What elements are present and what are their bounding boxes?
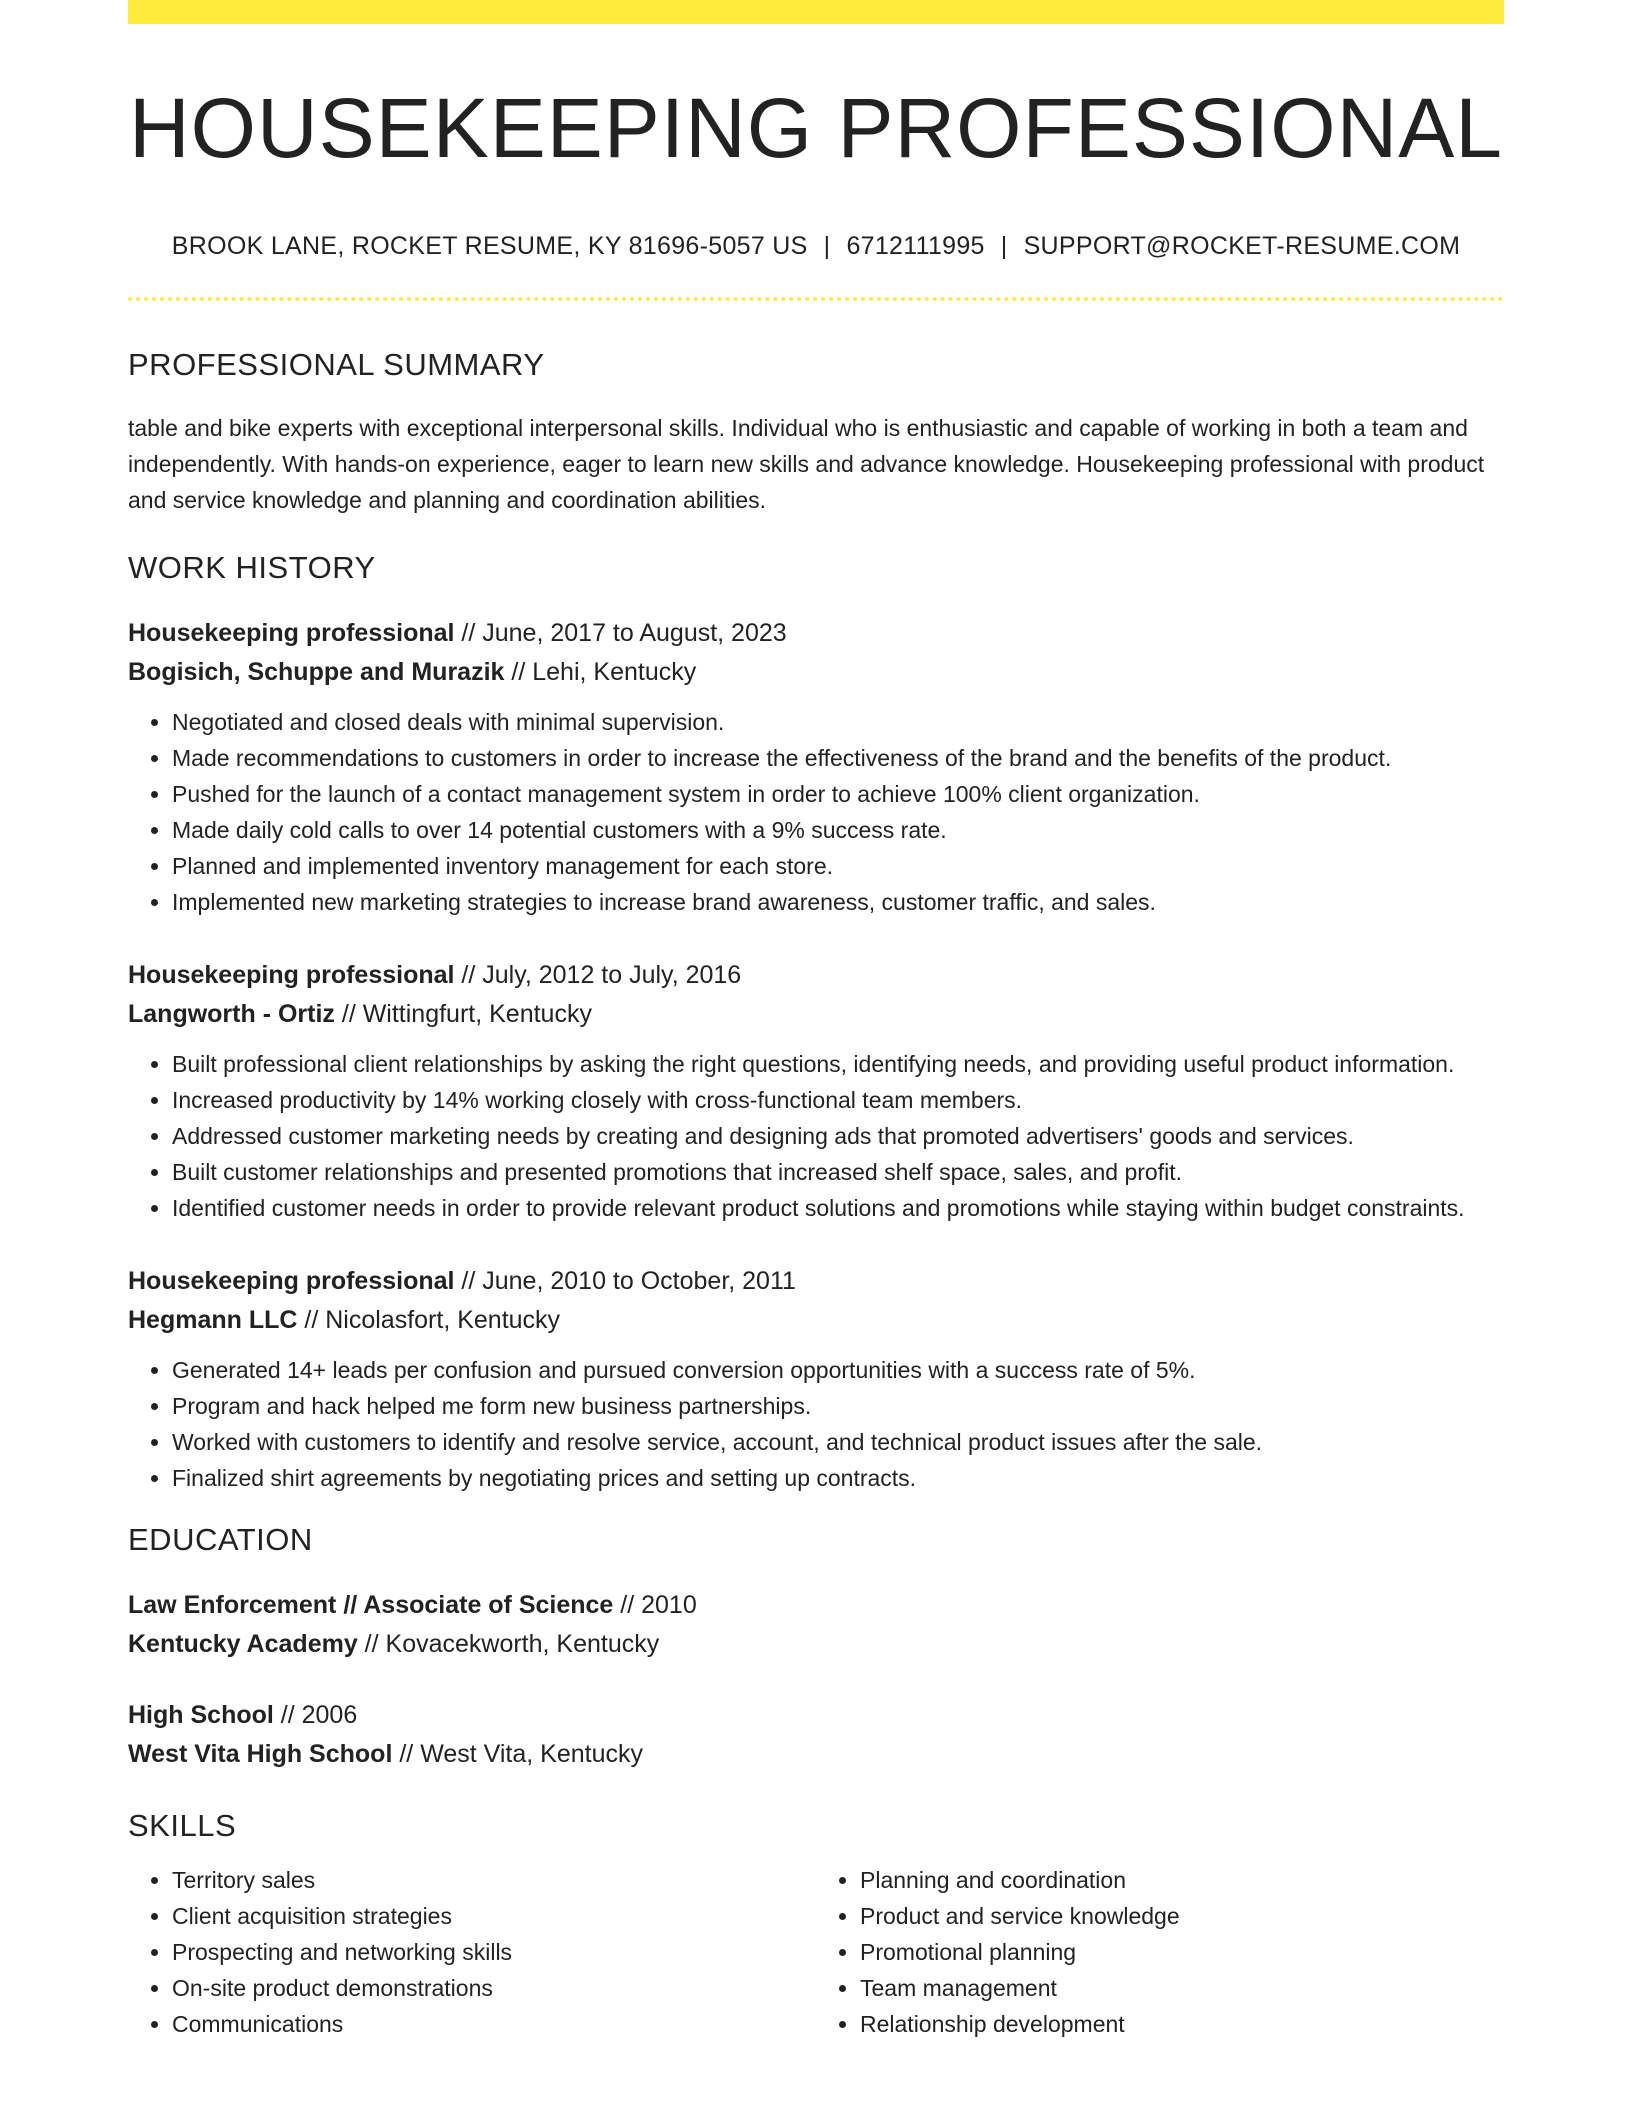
edu-school: West Vita High School [128,1740,393,1769]
skill-item: • Team management [860,1970,1504,2006]
job-bullet: • Worked with customers to identify and resolve service, account, and technical product issues after the sale. [172,1424,1504,1460]
resume-page [128,0,1504,2042]
section-title-education: EDUCATION [128,1522,313,1558]
skill-item: • Relationship development [860,2006,1504,2042]
job-role-line [128,1262,1504,1301]
job-role: Housekeeping professional [128,619,455,648]
job-bullet: • Made recommendations to customers in order to increase the effectiveness of the brand and the benefits of the product. [172,740,1504,776]
candidate-name: HOUSEKEEPING PROFESSIONAL [128,81,1503,175]
skill-item: • Prospecting and networking skills [172,1934,816,1970]
edu-year: // 2010 [613,1591,697,1620]
job-bullet: • Made daily cold calls to over 14 potential customers with a 9% success rate. [172,812,1504,848]
job-company: Hegmann LLC [128,1306,298,1335]
job-location: // Lehi, Kentucky [504,658,697,687]
job-bullets [128,1046,1504,1226]
job-bullet: • Addressed customer marketing needs by creating and designing ads that promoted advertisers' goods and services. [172,1118,1504,1154]
job-role-line [128,956,1504,995]
edu-degree-line [128,1586,1504,1625]
edu-degree: Law Enforcement // Associate of Science [128,1591,614,1620]
summary-text: table and bike experts with exceptional interpersonal skills. Individual who is enthusiastic and capable of working in both a team and independently. With hands-on experience, eager to learn new skills and advance knowledge. Housekeeping professional with product and service knowledge and planning and coordination abilities. [128,415,1485,514]
skill-item: • Communications [172,2006,816,2042]
edu-location: // West Vita, Kentucky [392,1740,643,1769]
job-location: // Wittingfurt, Kentucky [334,1000,592,1029]
contact-separator: | [823,232,831,261]
job-company: Bogisich, Schuppe and Murazik [128,658,505,687]
dotted-divider [128,297,1504,301]
edu-school: Kentucky Academy [128,1630,358,1659]
job-dates: // June, 2010 to October, 2011 [454,1267,796,1296]
section-title-work-history: WORK HISTORY [128,550,376,586]
skills-column-left [128,1862,816,2042]
job-bullet: • Built professional client relationships by asking the right questions, identifying needs, and providing useful product information. [172,1046,1504,1082]
edu-location: // Kovacekworth, Kentucky [357,1630,660,1659]
contact-line [128,232,1504,261]
edu-school-line [128,1625,1504,1664]
skill-item: • Promotional planning [860,1934,1504,1970]
contact-phone: 6712111995 [846,232,985,261]
edu-school-line [128,1735,1504,1774]
edu-year: // 2006 [273,1701,358,1730]
job-entry [128,956,1504,1226]
skills-grid [128,1862,1504,2042]
skill-item: • Product and service knowledge [860,1898,1504,1934]
education-entry [128,1696,1504,1774]
contact-address: BROOK LANE, ROCKET RESUME, KY 81696-5057 US [171,232,808,261]
edu-degree: High School [128,1701,274,1730]
skill-item: • Client acquisition strategies [172,1898,816,1934]
skill-item: • On-site product demonstrations [172,1970,816,2006]
job-company-line [128,995,1504,1034]
accent-top-bar [128,0,1504,24]
job-bullet: • Implemented new marketing strategies to increase brand awareness, customer traffic, and sales. [172,884,1504,920]
edu-degree-line [128,1696,1504,1735]
job-dates: // June, 2017 to August, 2023 [454,619,787,648]
job-bullet: • Built customer relationships and presented promotions that increased shelf space, sales, and profit. [172,1154,1504,1190]
job-role-line [128,614,1504,653]
skill-item: • Planning and coordination [860,1862,1504,1898]
job-dates: // July, 2012 to July, 2016 [454,961,742,990]
section-title-skills: SKILLS [128,1808,237,1844]
education-entry [128,1586,1504,1664]
job-bullet: • Finalized shirt agreements by negotiating prices and setting up contracts. [172,1460,1504,1496]
job-bullets [128,704,1504,920]
job-role: Housekeeping professional [128,961,455,990]
job-company-line [128,1301,1504,1340]
job-bullet: • Generated 14+ leads per confusion and pursued conversion opportunities with a success rate of 5%. [172,1352,1504,1388]
job-bullet: • Pushed for the launch of a contact management system in order to achieve 100% client organization. [172,776,1504,812]
job-bullet: • Identified customer needs in order to provide relevant product solutions and promotions while staying within budget constraints. [172,1190,1504,1226]
job-bullet: • Program and hack helped me form new business partnerships. [172,1388,1504,1424]
job-bullet: • Negotiated and closed deals with minimal supervision. [172,704,1504,740]
job-bullet: • Increased productivity by 14% working closely with cross-functional team members. [172,1082,1504,1118]
job-entry [128,1262,1504,1496]
job-company: Langworth - Ortiz [128,1000,335,1029]
contact-email: SUPPORT@ROCKET-RESUME.COM [1023,232,1461,261]
job-role: Housekeeping professional [128,1267,455,1296]
skills-column-right [816,1862,1504,2042]
job-company-line [128,653,1504,692]
section-title-summary: PROFESSIONAL SUMMARY [128,347,545,383]
job-bullet: • Planned and implemented inventory management for each store. [172,848,1504,884]
skill-item: • Territory sales [172,1862,816,1898]
job-bullets [128,1352,1504,1496]
job-location: // Nicolasfort, Kentucky [297,1306,561,1335]
contact-separator: | [1000,232,1008,261]
job-entry [128,614,1504,920]
